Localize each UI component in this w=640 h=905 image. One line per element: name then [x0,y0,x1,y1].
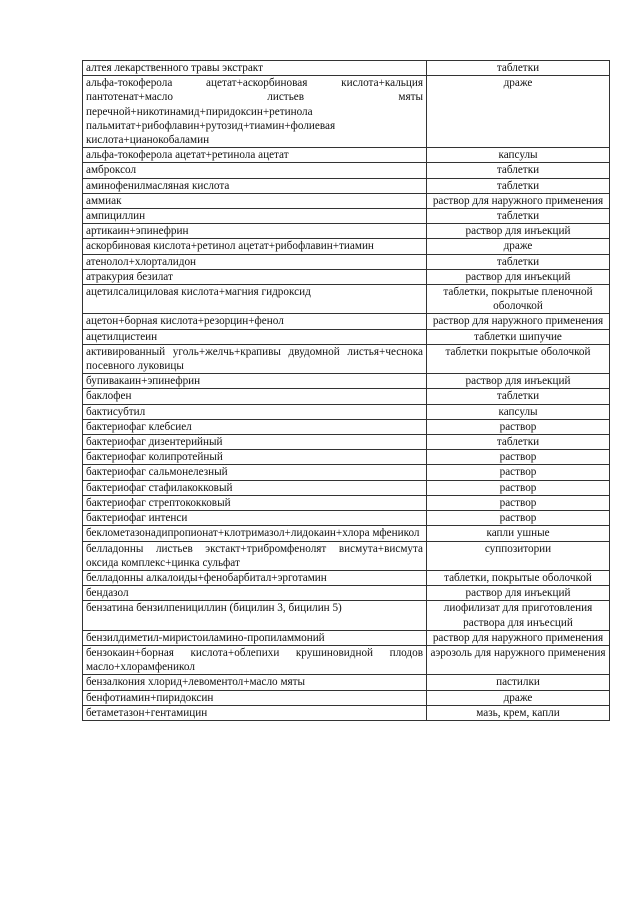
table-row [83,495,610,510]
table-row [83,193,610,208]
table-row [83,511,610,526]
table-row [83,630,610,645]
drug-name-cell: бактериофаг интенси [83,511,427,526]
dosage-form-cell: капли ушные [427,526,610,541]
drug-name-cell: бенфотиамин+пиридоксин [83,690,427,705]
dosage-form-cell: пастилки [427,675,610,690]
table-row [83,148,610,163]
table-row [83,570,610,585]
drug-name-cell: альфа-токоферола ацетат+ретинола ацетат [83,148,427,163]
table-row [83,163,610,178]
drug-name-cell: альфа-токоферола ацетат+аскорбиновая кислота+кальция пантотенат+масло листьев мяты перечной+никотинамид+пиридоксин+ретинола пальмитат+рибофлавин+рутозид+тиамин+фолиевая кислота+цианокобаламин [83,76,427,148]
table-row [83,404,610,419]
dosage-form-cell: таблетки [427,163,610,178]
dosage-form-cell: драже [427,76,610,148]
drug-name-cell: алтея лекарственного травы экстракт [83,61,427,76]
table-row [83,285,610,314]
dosage-form-cell: капсулы [427,148,610,163]
table-row [83,586,610,601]
dosage-form-cell: лиофилизат для приготовления раствора для инъесций [427,601,610,630]
dosage-form-cell: таблетки, покрытые оболочкой [427,570,610,585]
drug-name-cell: аскорбиновая кислота+ретинол ацетат+рибофлавин+тиамин [83,239,427,254]
drug-name-cell: активированный уголь+желчь+крапивы двудомной листья+чеснока посевного луковицы [83,344,427,373]
drug-name-cell: бензалкония хлорид+левоментол+масло мяты [83,675,427,690]
drug-name-cell: ацетилсалициловая кислота+магния гидроксид [83,285,427,314]
table-row [83,61,610,76]
drug-name-cell: бензилдиметил-миристоиламино-пропиламмоний [83,630,427,645]
table-row [83,690,610,705]
table-row [83,480,610,495]
table-row [83,374,610,389]
drug-name-cell: бактериофаг стрептококковый [83,495,427,510]
dosage-form-cell: таблетки [427,435,610,450]
drug-name-cell: беклометазонадипропионат+клотримазол+лидокаин+хлора мфеникол [83,526,427,541]
table-row [83,465,610,480]
dosage-form-cell: таблетки, покрытые пленочной оболочкой [427,285,610,314]
dosage-form-cell: мазь, крем, капли [427,705,610,720]
dosage-form-cell: раствор для инъекций [427,374,610,389]
table-row [83,675,610,690]
drug-name-cell: бетаметазон+гентамицин [83,705,427,720]
drug-name-cell: бактериофаг колипротейный [83,450,427,465]
drug-name-cell: амброксол [83,163,427,178]
drug-name-cell: атенолол+хлорталидон [83,254,427,269]
drug-name-cell: бактериофаг сальмонелезный [83,465,427,480]
table-row [83,389,610,404]
dosage-form-cell: суппозитории [427,541,610,570]
dosage-form-cell: раствор [427,450,610,465]
drug-name-cell: ацетон+борная кислота+резорцин+фенол [83,314,427,329]
dosage-form-cell: раствор [427,495,610,510]
drug-name-cell: бактериофаг дизентерийный [83,435,427,450]
table-row [83,269,610,284]
drug-name-cell: бендазол [83,586,427,601]
drug-name-cell: бактериофаг клебсиел [83,419,427,434]
dosage-form-cell: раствор для наружного применения [427,193,610,208]
dosage-form-cell: раствор для наружного применения [427,314,610,329]
table-row [83,435,610,450]
dosage-form-cell: таблетки [427,389,610,404]
table-row [83,541,610,570]
drug-name-cell: бензатина бензилпенициллин (бицилин 3, бицилин 5) [83,601,427,630]
table-row [83,344,610,373]
dosage-form-cell: раствор для инъекций [427,586,610,601]
dosage-form-cell: раствор для наружного применения [427,630,610,645]
drug-name-cell: ампициллин [83,209,427,224]
drug-table [82,60,610,721]
table-row [83,76,610,148]
table-row [83,645,610,674]
table-row [83,419,610,434]
table-row [83,209,610,224]
dosage-form-cell: раствор [427,480,610,495]
drug-table-body [83,61,610,721]
table-row [83,601,610,630]
dosage-form-cell: таблетки покрытые оболочкой [427,344,610,373]
drug-name-cell: аммиак [83,193,427,208]
table-row [83,178,610,193]
drug-name-cell: белладонны листьев экстакт+трибромфенолят висмута+висмута оксида комплекс+цинка сульфат [83,541,427,570]
drug-name-cell: аминофенилмасляная кислота [83,178,427,193]
dosage-form-cell: раствор [427,419,610,434]
table-row [83,314,610,329]
dosage-form-cell: раствор [427,511,610,526]
dosage-form-cell: таблетки шипучие [427,329,610,344]
table-row [83,705,610,720]
dosage-form-cell: аэрозоль для наружного применения [427,645,610,674]
drug-name-cell: баклофен [83,389,427,404]
table-row [83,254,610,269]
dosage-form-cell: капсулы [427,404,610,419]
table-row [83,450,610,465]
dosage-form-cell: раствор [427,465,610,480]
dosage-form-cell: таблетки [427,178,610,193]
drug-name-cell: бензокаин+борная кислота+облепихи крушиновидной плодов масло+хлорамфеникол [83,645,427,674]
drug-name-cell: бупивакаин+эпинефрин [83,374,427,389]
dosage-form-cell: таблетки [427,209,610,224]
dosage-form-cell: драже [427,690,610,705]
drug-name-cell: артикаин+эпинефрин [83,224,427,239]
dosage-form-cell: драже [427,239,610,254]
dosage-form-cell: таблетки [427,61,610,76]
drug-name-cell: атракурия безилат [83,269,427,284]
table-row [83,329,610,344]
drug-name-cell: белладонны алкалоиды+фенобарбитал+эрготамин [83,570,427,585]
drug-name-cell: ацетилцистеин [83,329,427,344]
drug-name-cell: бактисубтил [83,404,427,419]
table-row [83,526,610,541]
dosage-form-cell: таблетки [427,254,610,269]
table-row [83,224,610,239]
drug-name-cell: бактериофаг стафилакокковый [83,480,427,495]
dosage-form-cell: раствор для инъекций [427,224,610,239]
dosage-form-cell: раствор для инъекций [427,269,610,284]
table-row [83,239,610,254]
